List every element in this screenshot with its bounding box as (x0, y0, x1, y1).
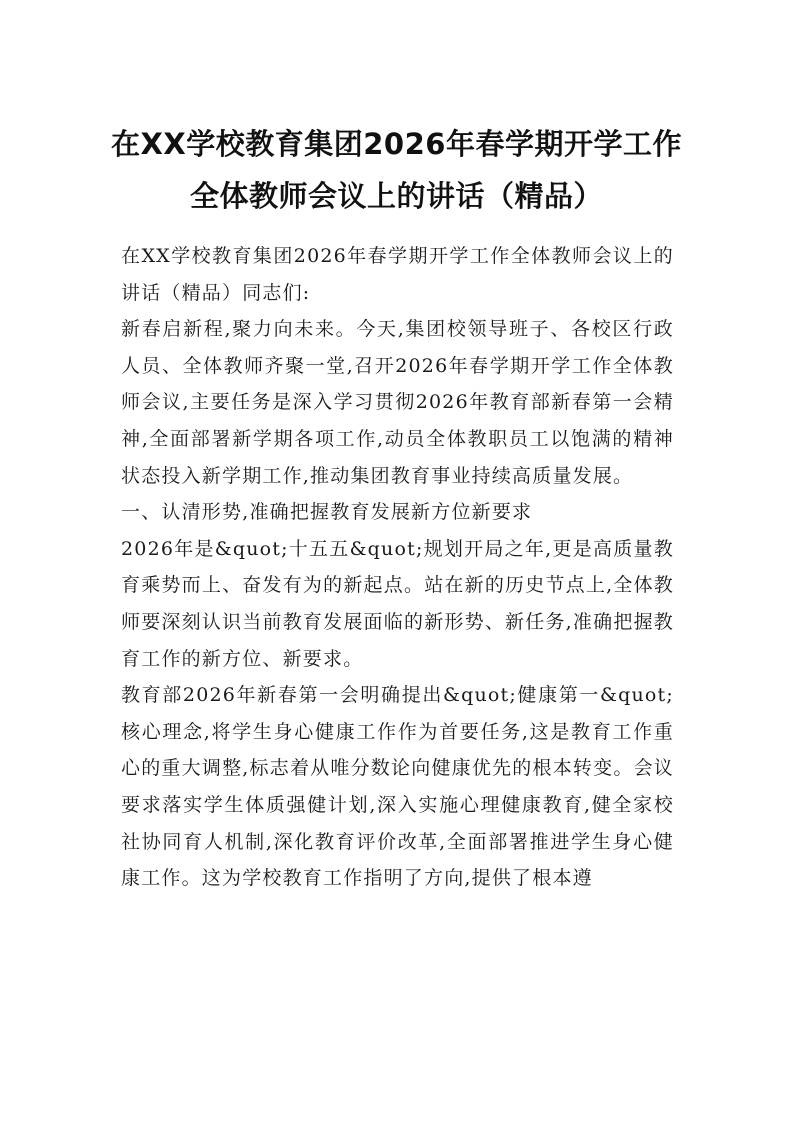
section-heading-1: 一、认清形势,准确把握教育发展新方位新要求 (121, 501, 533, 524)
document-title (100, 118, 693, 222)
paragraph-health-first: 教育部2026年新春第一会明确提出&quot;健康第一&quot;核心理念,将学生身心健康工作作为首要任务,这是教育工作重心的重大调整,标志着从唯分数论向健康优先的根本转变。会议要求落实学生体质强健计划,深入实施心理健康教育,健全家校社协同育人机制,深化教育评价改革,全面部署推进学生身心健康工作。这为学校教育工作指明了方向,提供了根本遵 (121, 684, 674, 890)
paragraph-opening: 新春启新程,聚力向未来。今天,集团校领导班子、各校区行政人员、全体教师齐聚一堂,召开2026年春学期开学工作全体教师会议,主要任务是深入学习贯彻2026年教育部新春第一会精神,全面部署新学期各项工作,动员全体教职员工以饱满的精神状态投入新学期工作,推动集团教育事业持续高质量发展。 (121, 318, 674, 487)
paragraph-intro: 在XX学校教育集团2026年春学期开学工作全体教师会议上的讲话（精品）同志们: (121, 245, 674, 304)
title-line-2: 全体教师会议上的讲话（精品） (189, 179, 603, 213)
paragraph-situation: 2026年是&quot;十五五&quot;规划开局之年,更是高质量教育乘势而上、奋发有为的新起点。站在新的历史节点上,全体教师要深刻认识当前教育发展面临的新形势、新任务,准确把握教育工作的新方位、新要求。 (121, 537, 674, 670)
document-body (121, 238, 674, 897)
title-line-1: 在XX学校教育集团2026年春学期开学工作 (111, 127, 682, 161)
